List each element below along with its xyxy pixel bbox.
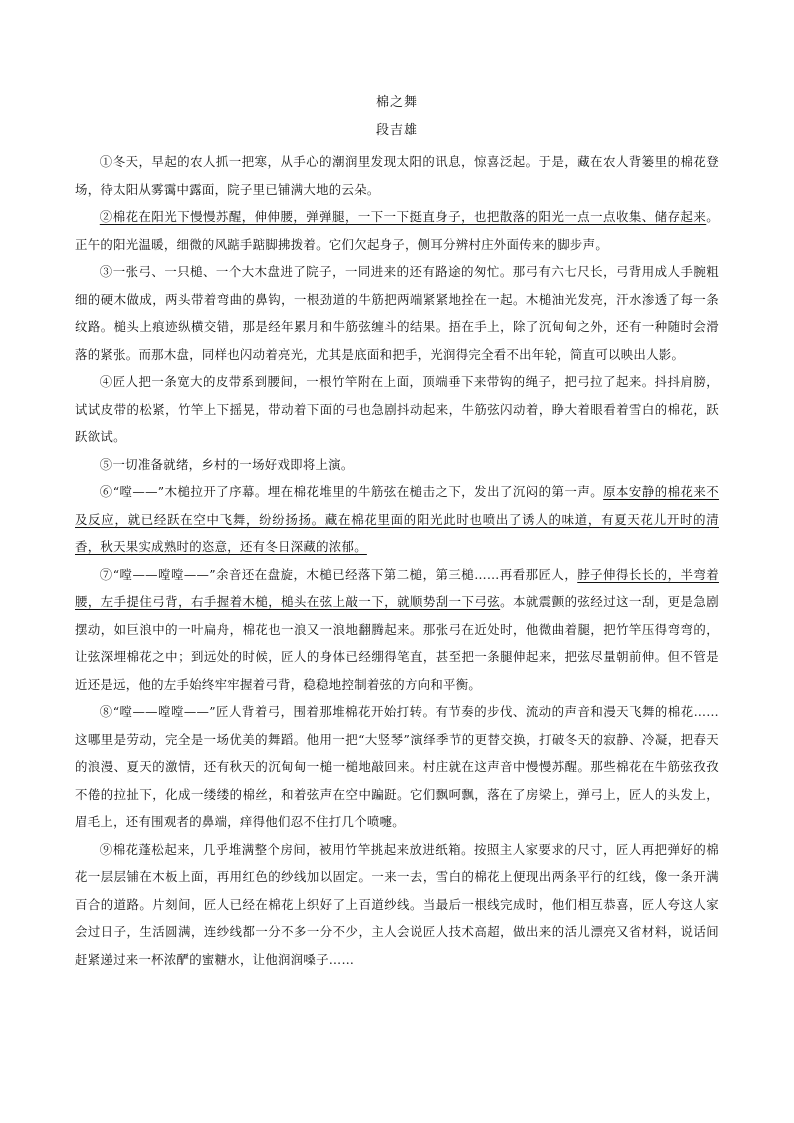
document-page xyxy=(75,94,719,973)
article-body xyxy=(75,148,719,973)
paragraph-text: 。本就震颤的弦经过这一刮，更是急剧摆动，如巨浪中的一叶扁舟，棉花也一浪又一浪地翻腾起来。那张弓在近处时，他微曲着腿，把竹竿压得弯弯的，让弦深埋棉花之中；到远处的时候，匠人的身体已经绷得笔直，甚至把一条腿伸起来，把弦尽量朝前伸。但不管是近还是远，他的左手始终牢牢握着弓背，稳稳地控制着弦的方向和平衡。 xyxy=(75,594,719,692)
article-title: 棉之舞 xyxy=(375,95,418,110)
paragraph xyxy=(75,258,719,368)
paragraph-text: ①冬天，早起的农人抓一把寒，从手心的潮润里发现太阳的讯息，惊喜泛起。于是，藏在农人背篓里的棉花登场，待太阳从雾霭中露面，院子里已铺满大地的云朵。 xyxy=(75,154,719,197)
paragraph xyxy=(75,698,719,836)
paragraph xyxy=(75,478,719,561)
paragraph xyxy=(75,836,719,974)
paragraph-text: ⑤一切准备就绪，乡村的一场好戏即将上演。 xyxy=(99,456,354,472)
paragraph xyxy=(75,368,719,451)
paragraph xyxy=(75,451,719,479)
underlined-text: 原本安静的棉花来不及反应，就已经跃在空中飞舞，纷纷扬扬。藏在棉花里面的阳光此时也喷出了诱人的味道，有夏天花儿开时的清香，秋天果实成熟时的恣意，还有冬日深藏的浓郁。 xyxy=(75,484,720,554)
paragraph xyxy=(75,148,719,203)
paragraph xyxy=(75,203,719,258)
paragraph-text: ④匠人把一条宽大的皮带系到腰间，一根竹竿附在上面，顶端垂下来带钩的绳子，把弓拉了起来。抖抖肩膀，试试皮带的松紧，竹竿上下摇晃，带动着下面的弓也急剧抖动起来，牛筋弦闪动着，睁大着眼看着雪白的棉花，跃跃欲试。 xyxy=(75,374,719,444)
paragraph-text: ⑦“嘡——嘡嘡——”余音还在盘旋，木槌已经落下第二槌，第三槌……再看那匠人， xyxy=(99,566,578,582)
paragraph-text: ⑥“嘡——”木槌拉开了序幕。埋在棉花堆里的牛筋弦在槌击之下，发出了沉闷的第一声。 xyxy=(99,484,604,499)
paragraph-text: ⑨棉花蓬松起来，几乎堆满整个房间，被用竹竿挑起来放进纸箱。按照主人家要求的尺寸，匠人再把弹好的棉花一层层铺在木板上面，再用红色的纱线加以固定。一来一去，雪白的棉花上便现出两条平行的红线，像一条开满百合的道路。片刻间，匠人已经在棉花上织好了上百道纱线。当最后一根线完成时，他们相互恭喜，匠人夸这人家会过日子，生活圆满，连纱线都一分不多一分不少，主人会说匠人技术高超，做出来的活儿漂亮又省材料，说话间赶紧递过来一杯浓酽的蜜糖水，让他润润嗓子…… xyxy=(75,841,719,967)
underlined-text: ②棉花在阳光下慢慢苏醒，伸伸腰，弹弹腿，一下一下挺直身子，也把散落的阳光一点一点收集、储存起来 xyxy=(99,209,707,224)
underlined-text: 脖子伸得长长的，半弯着腰，左手提住弓背，右手握着木槌，槌头在弦上敲一下，就顺势刮一下弓弦 xyxy=(75,566,719,609)
article-author: 段吉雄 xyxy=(375,123,418,138)
paragraph xyxy=(75,561,719,699)
paragraph-text: ⑧“嘡——嘡嘡——”匠人背着弓，围着那堆棉花开始打转。有节奏的步伐、流动的声音和漫天飞舞的棉花……这哪里是劳动，完全是一场优美的舞蹈。他用一把“大竖琴”演绎季节的更替交换，打破冬天的寂静、冷凝，把春天的浪漫、夏天的激情，还有秋天的沉甸甸一槌一槌地敲回来。村庄就在这声音中慢慢苏醒。那些棉花在牛筋弦孜孜不倦的拉扯下，化成一缕缕的棉丝，和着弦声在空中蹁跹。它们飘呵飘，落在了房梁上，弹弓上，匠人的头发上，眉毛上，还有围观者的鼻端，痒得他们忍不住打几个喷嚏。 xyxy=(75,704,719,829)
paragraph-text: ③一张弓、一只槌、一个大木盘进了院子，一同进来的还有路途的匆忙。那弓有六七尺长，弓背用成人手腕粗细的硬木做成，两头带着弯曲的鼻钩，一根劲道的牛筋把两端紧紧地拴在一起。木槌油光发亮，汗水渗透了每一条纹路。槌头上痕迹纵横交错，那是经年累月和牛筋弦缠斗的结果。捂在手上，除了沉甸甸之外，还有一种随时会滑落的紧张。而那木盘，同样也闪动着亮光，尤其是底面和把手，光润得完全看不出年轮，简直可以映出人影。 xyxy=(75,264,719,362)
paragraph-text: 。正午的阳光温暖，细微的风踮手踮脚拂拨着。它们欠起身子，侧耳分辨村庄外面传来的脚步声。 xyxy=(75,209,719,252)
